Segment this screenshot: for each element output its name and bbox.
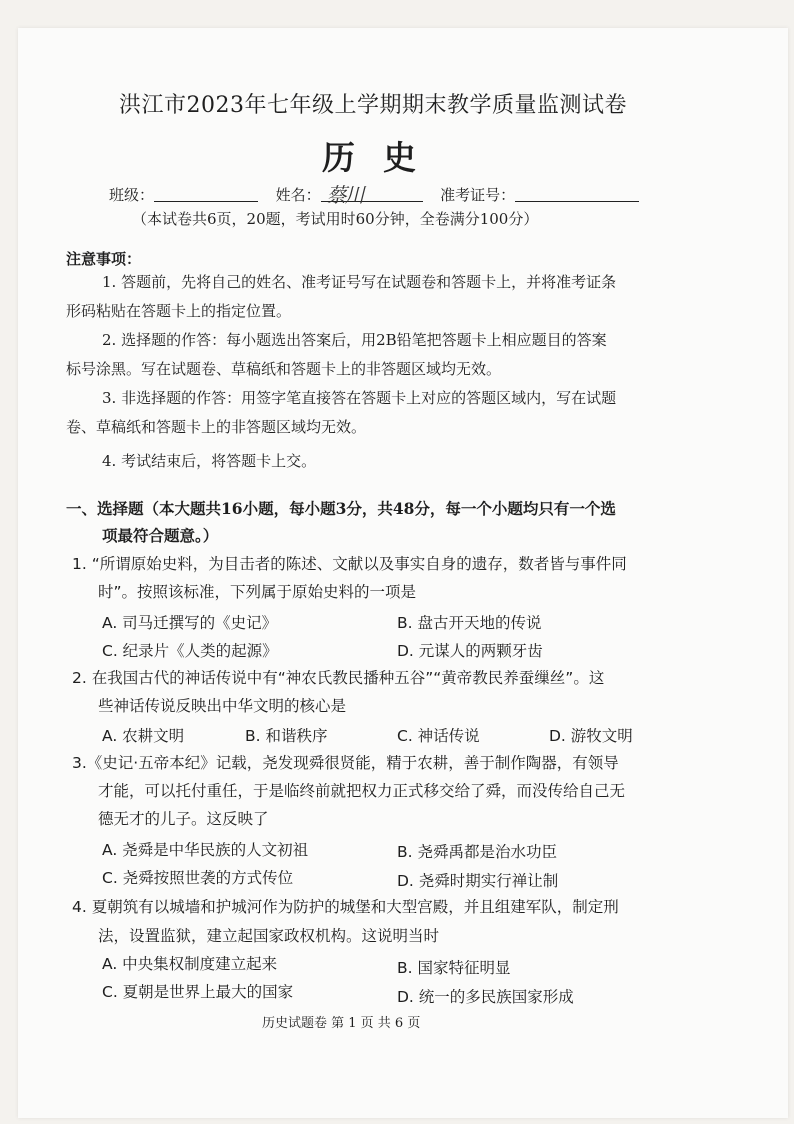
exam-number-label: 准考证号： xyxy=(440,186,516,204)
question-1-line: 时”。按照该标准，下列属于原始史料的一项是 xyxy=(98,583,417,601)
q3-option-a[interactable]: A. 尧舜是中华民族的人文初祖 xyxy=(102,841,309,859)
q1-option-b[interactable]: B. 盘古开天地的传说 xyxy=(397,614,542,632)
notice-line: 2. 选择题的作答：每小题选出答案后，用2B铅笔把答题卡上相应题目的答案 xyxy=(102,331,607,349)
q2-option-d[interactable]: D. 游牧文明 xyxy=(549,727,633,745)
question-3-line: 才能，可以托付重任，于是临终前就把权力正式移交给了舜，而没传给自己无 xyxy=(98,782,626,800)
notice-line: 卷、草稿纸和答题卡上的非答题区域均无效。 xyxy=(66,418,367,436)
q2-option-b[interactable]: B. 和谐秩序 xyxy=(245,727,328,745)
question-4-line: 4. 夏朝筑有以城墙和护城河作为防护的城堡和大型宫殿，并且组建军队，制定刑 xyxy=(72,898,619,916)
notice-line: 标号涂黑。写在试题卷、草稿纸和答题卡上的非答题区域均无效。 xyxy=(66,360,502,378)
question-4-line: 法，设置监狱，建立起国家政权机构。这说明当时 xyxy=(98,927,440,945)
q1-option-d[interactable]: D. 元谋人的两颗牙齿 xyxy=(397,642,543,660)
section-heading: 一、选择题（本大题共16小题，每小题3分，共48分，每一个小题均只有一个选 xyxy=(66,499,616,518)
q1-option-a[interactable]: A. 司马迁撰写的《史记》 xyxy=(102,614,278,632)
q4-option-d[interactable]: D. 统一的多民族国家形成 xyxy=(397,988,574,1006)
q3-option-d[interactable]: D. 尧舜时期实行禅让制 xyxy=(397,872,559,890)
question-2-line: 些神话传说反映出中华文明的核心是 xyxy=(98,697,347,715)
q1-option-c[interactable]: C. 纪录片《人类的起源》 xyxy=(102,642,278,660)
notice-line: 3. 非选择题的作答：用签字笔直接答在答题卡上对应的答题区域内，写在试题 xyxy=(102,389,617,407)
class-field[interactable] xyxy=(154,185,258,202)
q4-option-b[interactable]: B. 国家特征明显 xyxy=(397,959,511,977)
question-1-line: 1. “所谓原始史料，为目击者的陈述、文献以及事实自身的遗存，数者皆与事件同 xyxy=(72,555,627,573)
page-footer: 历史试题卷 第 1 页 共 6 页 xyxy=(262,1016,421,1031)
q4-option-a[interactable]: A. 中央集权制度建立起来 xyxy=(102,955,278,973)
handwritten-name: 蔡川 xyxy=(326,183,363,207)
notice-line: 4. 考试结束后，将答题卡上交。 xyxy=(102,452,317,470)
exam-number-field[interactable] xyxy=(515,185,639,202)
exam-info: （本试卷共6页，20题，考试用时60分钟，全卷满分100分） xyxy=(132,210,539,228)
name-field[interactable] xyxy=(321,183,423,207)
question-3-line: 3.《史记·五帝本纪》记载，尧发现舜很贤能，精于农耕，善于制作陶器，有领导 xyxy=(72,754,619,772)
q3-option-b[interactable]: B. 尧舜禹都是治水功臣 xyxy=(397,843,557,861)
q2-option-c[interactable]: C. 神话传说 xyxy=(397,727,480,745)
student-info-row xyxy=(109,184,639,205)
q2-option-a[interactable]: A. 农耕文明 xyxy=(102,727,185,745)
notice-line: 1. 答题前，先将自己的姓名、准考证号写在试题卷和答题卡上，并将准考证条 xyxy=(102,273,617,291)
section-heading-cont: 项最符合题意。） xyxy=(102,526,219,545)
notice-heading: 注意事项： xyxy=(66,250,142,268)
name-label: 姓名： xyxy=(275,186,321,204)
notice-line: 形码粘贴在答题卡上的指定位置。 xyxy=(66,302,292,320)
q3-option-c[interactable]: C. 尧舜按照世袭的方式传位 xyxy=(102,869,294,887)
class-label: 班级： xyxy=(109,186,155,204)
exam-title: 洪江市2023年七年级上学期期末教学质量监测试卷 xyxy=(119,93,627,118)
question-2-line: 2. 在我国古代的神话传说中有“神农氏教民播种五谷”“黄帝教民养蚕缫丝”。这 xyxy=(72,669,605,687)
q4-option-c[interactable]: C. 夏朝是世界上最大的国家 xyxy=(102,983,294,1001)
subject-title: 历史 xyxy=(322,138,444,177)
question-3-line: 德无才的儿子。这反映了 xyxy=(98,810,269,828)
